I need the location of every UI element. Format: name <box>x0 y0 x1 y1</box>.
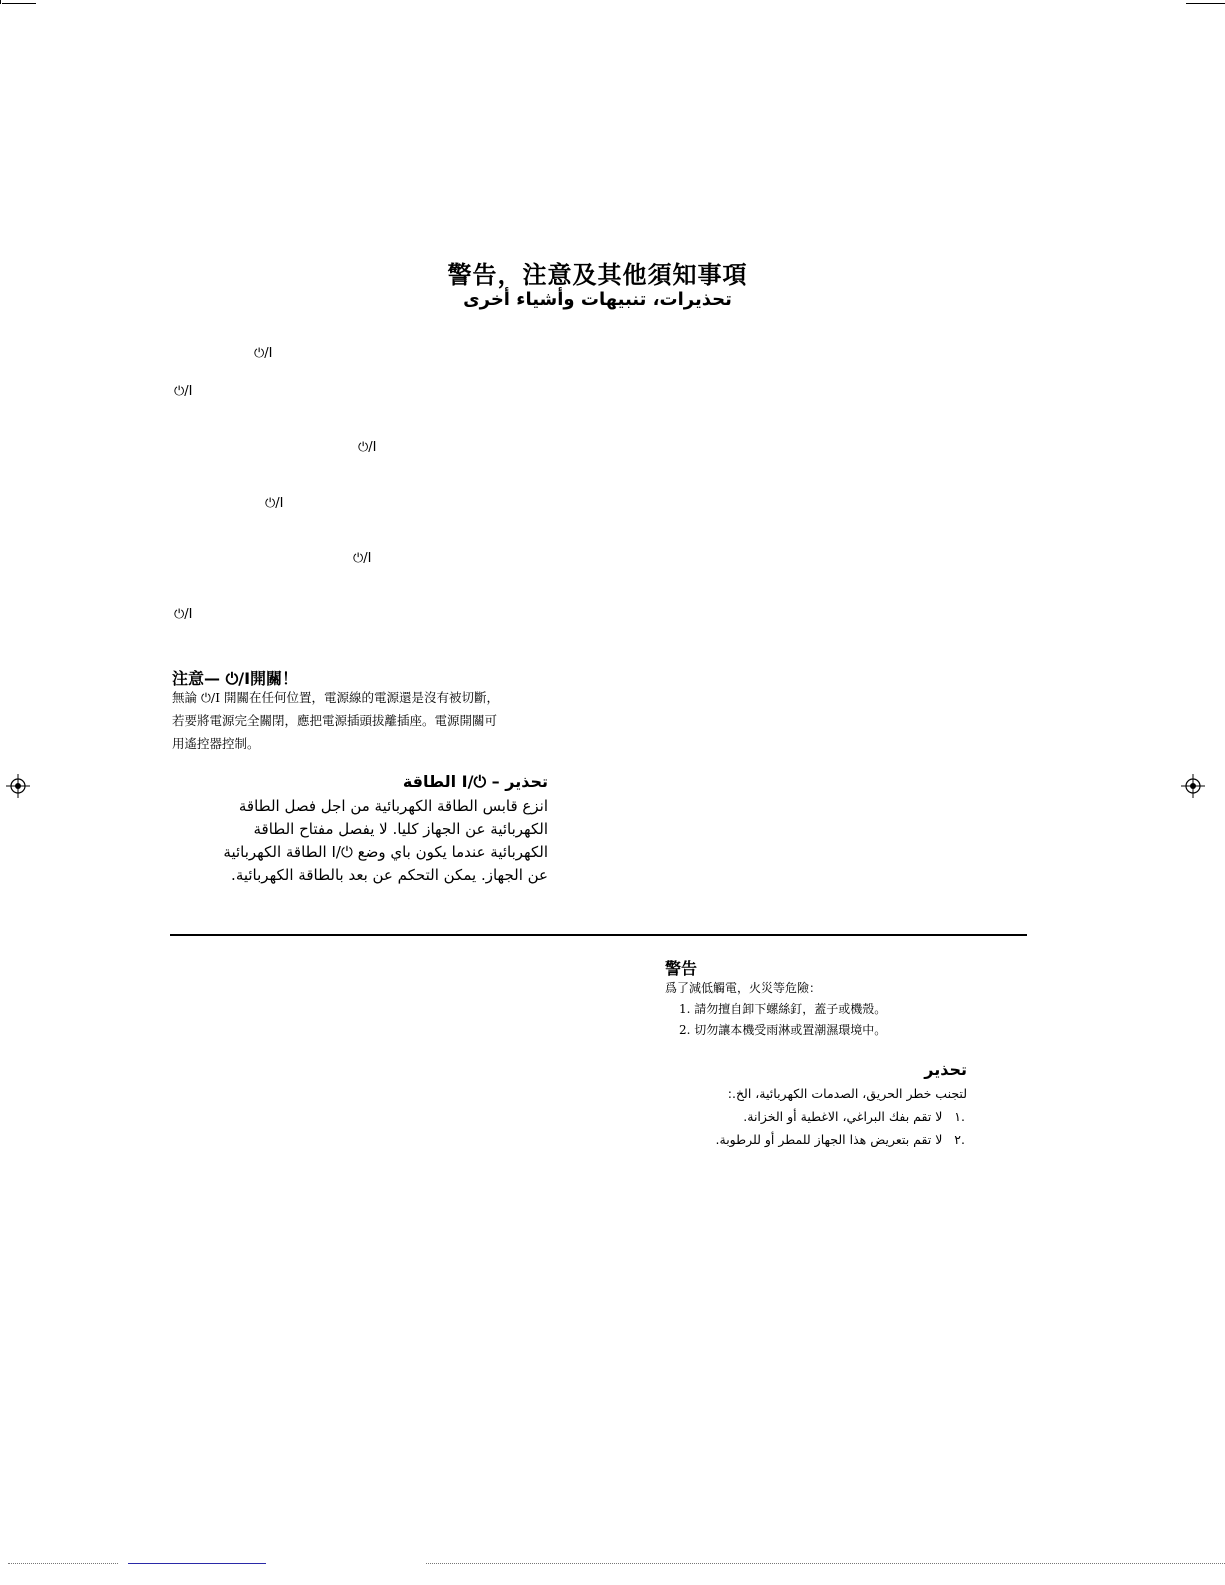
page-title-chinese: 警告，注意及其他須知事項 <box>447 261 748 289</box>
caution-line: 無論 ⏻/I 開關在任何位置，電源線的電源還是沒有被切斷， <box>172 690 499 705</box>
print-bar-left <box>128 1563 266 1564</box>
section-divider <box>170 934 1027 936</box>
caution-body-chinese <box>172 686 552 755</box>
crop-mark-top-right <box>1186 3 1225 4</box>
power-symbol: ⏻/I <box>254 346 273 361</box>
page-title-arabic: تحذيرات، تنبيهات وأشياء أخرى <box>463 289 732 310</box>
registration-mark-right-icon <box>1181 774 1205 798</box>
list-item-text: 切勿讓本機受雨淋或置潮濕環境中。 <box>694 1023 887 1037</box>
caution-line: الكهربائية عن الجهاز كليا. لا يفصل مفتاح الطاقة <box>253 820 548 838</box>
list-item-number: 1. <box>679 1002 691 1016</box>
caution-heading-arabic: تحذير – ⏻/I الطاقة <box>402 772 548 791</box>
list-item-number: 2. <box>679 1023 691 1037</box>
warning-intro: 爲了減低觸電，火災等危險： <box>665 981 822 995</box>
power-symbol: ⏻/I <box>358 440 377 455</box>
caution-heading-chinese: 注意— ⏻/I開關！ <box>172 669 299 688</box>
warning-list-arabic <box>640 1082 967 1151</box>
list-item <box>640 1128 967 1151</box>
caution-line: 用遙控器控制。 <box>172 736 260 751</box>
registration-mark-left-icon <box>6 774 30 798</box>
caution-line: عن الجهاز. يمكن التحكم عن بعد بالطاقة الكهربائية. <box>231 866 548 884</box>
warning-heading-arabic: تحذير <box>924 1060 967 1079</box>
crop-mark-top-left <box>0 0 1 4</box>
list-item <box>640 1105 967 1128</box>
list-item-text: لا تقم بفك البراغي، الاغطية أو الخزانة. <box>743 1109 943 1124</box>
warning-heading-chinese: 警告 <box>665 959 698 978</box>
power-symbol: ⏻/I <box>174 607 193 622</box>
print-bar-right <box>426 1563 1225 1564</box>
power-symbol: ⏻/I <box>353 551 372 566</box>
list-item-number: .١ <box>954 1109 965 1124</box>
warning-list-chinese <box>665 978 985 1041</box>
warning-intro: لتجنب خطر الحريق، الصدمات الكهربائية، الخ.: <box>727 1086 967 1101</box>
list-item <box>665 999 985 1020</box>
print-bar-dots <box>8 1563 118 1564</box>
list-item-number: .٢ <box>954 1132 965 1147</box>
list-item-text: 請勿擅自卸下螺絲釘，蓋子或機殼。 <box>694 1002 887 1016</box>
crop-mark-top-left-h <box>2 3 36 4</box>
power-symbol: ⏻/I <box>265 496 284 511</box>
caution-line: انزع قابس الطاقة الكهربائية من اجل فصل الطاقة <box>238 797 548 815</box>
list-item <box>665 1020 985 1041</box>
list-item-text: لا تقم بتعريض هذا الجهاز للمطر أو للرطوبة. <box>715 1132 943 1147</box>
caution-line: الكهربائية عندما يكون باي وضع ⏻/I الطاقة الكهربائية <box>223 843 548 861</box>
power-symbol: ⏻/I <box>174 384 193 399</box>
caution-line: 若要將電源完全關閉，應把電源插頭拔離插座。電源開關可 <box>172 713 498 728</box>
caution-body-arabic <box>172 795 548 887</box>
